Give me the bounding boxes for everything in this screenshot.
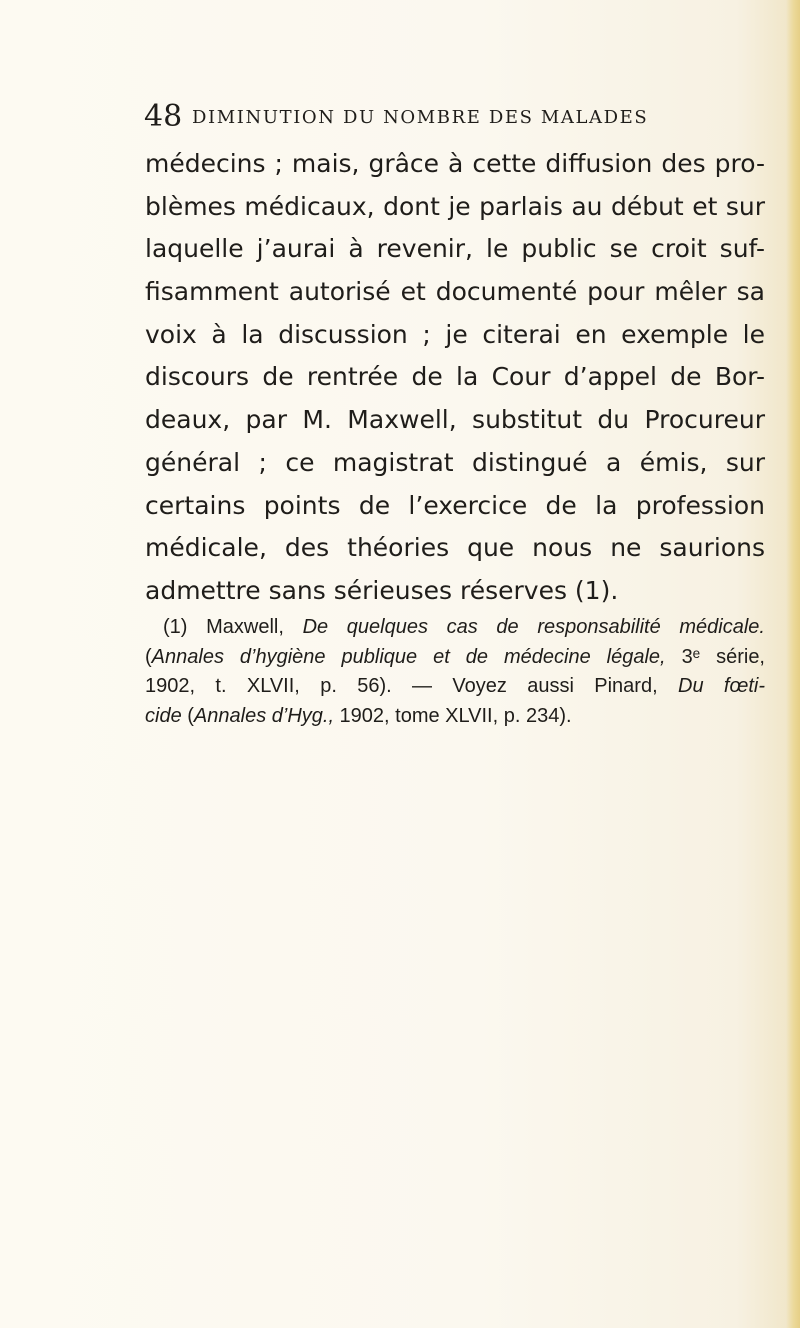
footnote-text: (	[145, 645, 152, 668]
footnote-line	[145, 643, 765, 673]
running-head-title: DIMINUTION DU NOMBRE DES MALADES	[192, 107, 649, 128]
footnote-text: 1902, tome XLVII, p. 234).	[334, 704, 572, 727]
running-head	[144, 100, 664, 134]
body-line: admettre sans sérieuses réserves (1).	[145, 575, 619, 605]
body-line: voix à la discussion ; je citerai en exemple le	[145, 319, 765, 349]
footnote-title: cide	[145, 704, 182, 727]
page-edge-shadow	[786, 0, 800, 1328]
body-line: médicale, des théories que nous ne saurions	[145, 533, 765, 563]
footnote-title: Du fœti-	[678, 675, 766, 697]
footnote-text: 1902, t. XLVII, p. 56). — Voyez aussi Pinard,	[145, 675, 678, 697]
body-line: blèmes médicaux, dont je parlais au début et sur	[145, 191, 765, 221]
body-line: médecins ; mais, grâce à cette diffusion des pro-	[145, 149, 765, 178]
footnote-text: 3ᵉ série,	[665, 645, 765, 668]
body-line: fisamment autorisé et documenté pour mêler sa	[145, 277, 765, 307]
body-line: deaux, par M. Maxwell, substitut du Procureur	[145, 405, 765, 435]
body-line: certains points de l’exercice de la profession	[145, 490, 765, 520]
footnote-text: (	[181, 704, 194, 727]
footnote-marker-author: (1) Maxwell,	[163, 616, 303, 638]
footnote-line	[145, 672, 765, 702]
footnote-journal: Annales d’hygiène publique et de médecine légale,	[151, 645, 666, 668]
footnote-journal: Annales d’Hyg.,	[193, 704, 334, 727]
footnote-line	[145, 702, 765, 732]
body-line: discours de rentrée de la Cour d’appel de Bor-	[145, 362, 765, 392]
body-paragraph	[145, 143, 765, 613]
body-line: général ; ce magistrat distingué a émis, sur	[145, 447, 765, 477]
body-line: laquelle j’aurai à revenir, le public se croit suf-	[145, 234, 765, 264]
footnote	[145, 613, 765, 731]
page-number: 48	[144, 99, 183, 134]
footnote-line	[145, 613, 765, 643]
footnote-title: De quelques cas de responsabilité médicale.	[302, 616, 765, 638]
